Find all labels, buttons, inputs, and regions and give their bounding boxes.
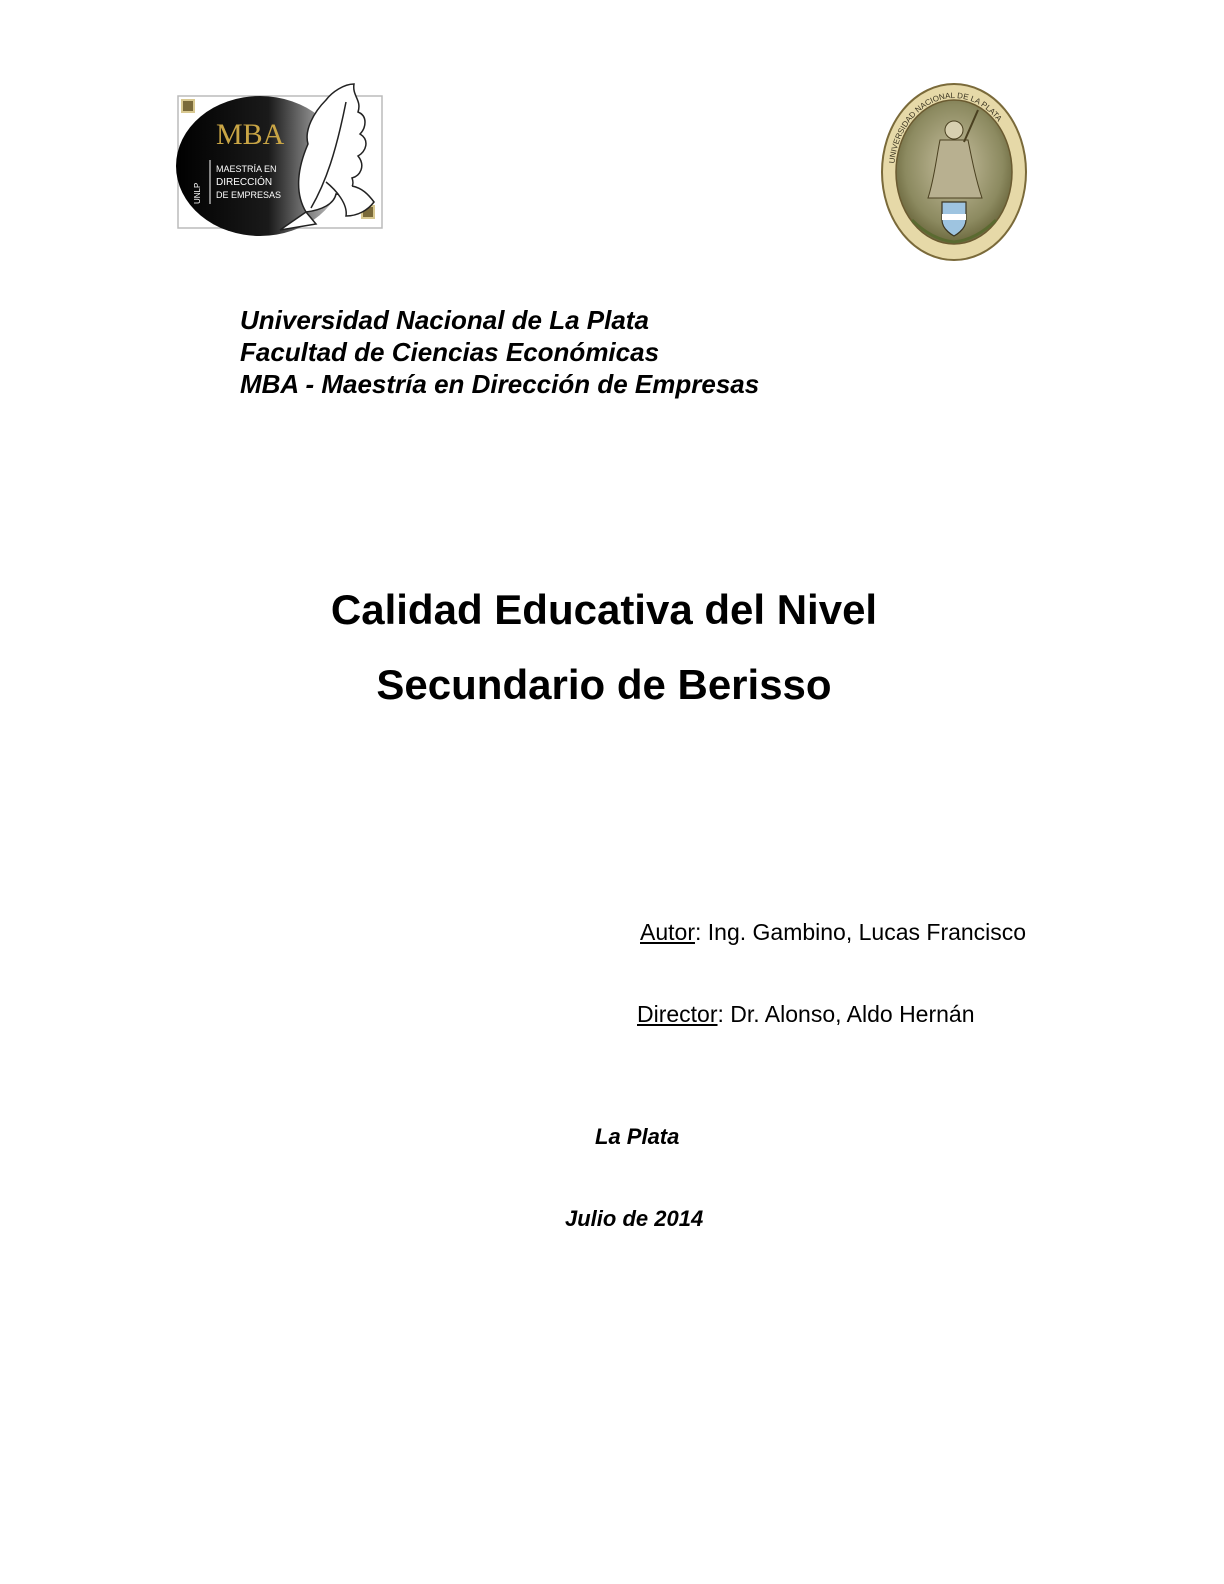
- mba-side-text: UNLP: [193, 182, 202, 204]
- director-credit: [637, 1000, 975, 1028]
- author-label: Autor: [640, 919, 695, 945]
- mba-line-3: DE EMPRESAS: [216, 190, 282, 200]
- faculty-name: Facultad de Ciencias Económicas: [240, 337, 660, 367]
- mba-logo: [176, 82, 386, 240]
- document-title-line-1: Calidad Educativa del Nivel: [330, 586, 878, 633]
- date: Julio de 2014: [565, 1206, 704, 1231]
- mba-line-2: DIRECCIÓN: [216, 177, 273, 188]
- mba-abbrev: MBA: [216, 118, 285, 151]
- document-title-line-2: Secundario de Berisso: [376, 661, 832, 708]
- author-credit: [640, 918, 1026, 946]
- seal-ring-text: UNIVERSIDAD NACIONAL DE LA PLATA: [887, 90, 1004, 164]
- university-name: Universidad Nacional de La Plata: [240, 305, 649, 335]
- city: La Plata: [595, 1124, 680, 1149]
- director-value: : Dr. Alonso, Aldo Hernán: [717, 1001, 975, 1027]
- program-name: MBA - Maestría en Dirección de Empresas: [240, 369, 760, 399]
- institution-block: [240, 304, 759, 400]
- university-seal: [878, 80, 1030, 264]
- director-label: Director: [637, 1001, 718, 1027]
- author-value: : Ing. Gambino, Lucas Francisco: [694, 919, 1027, 945]
- mba-line-1: MAESTRÍA EN: [216, 164, 277, 174]
